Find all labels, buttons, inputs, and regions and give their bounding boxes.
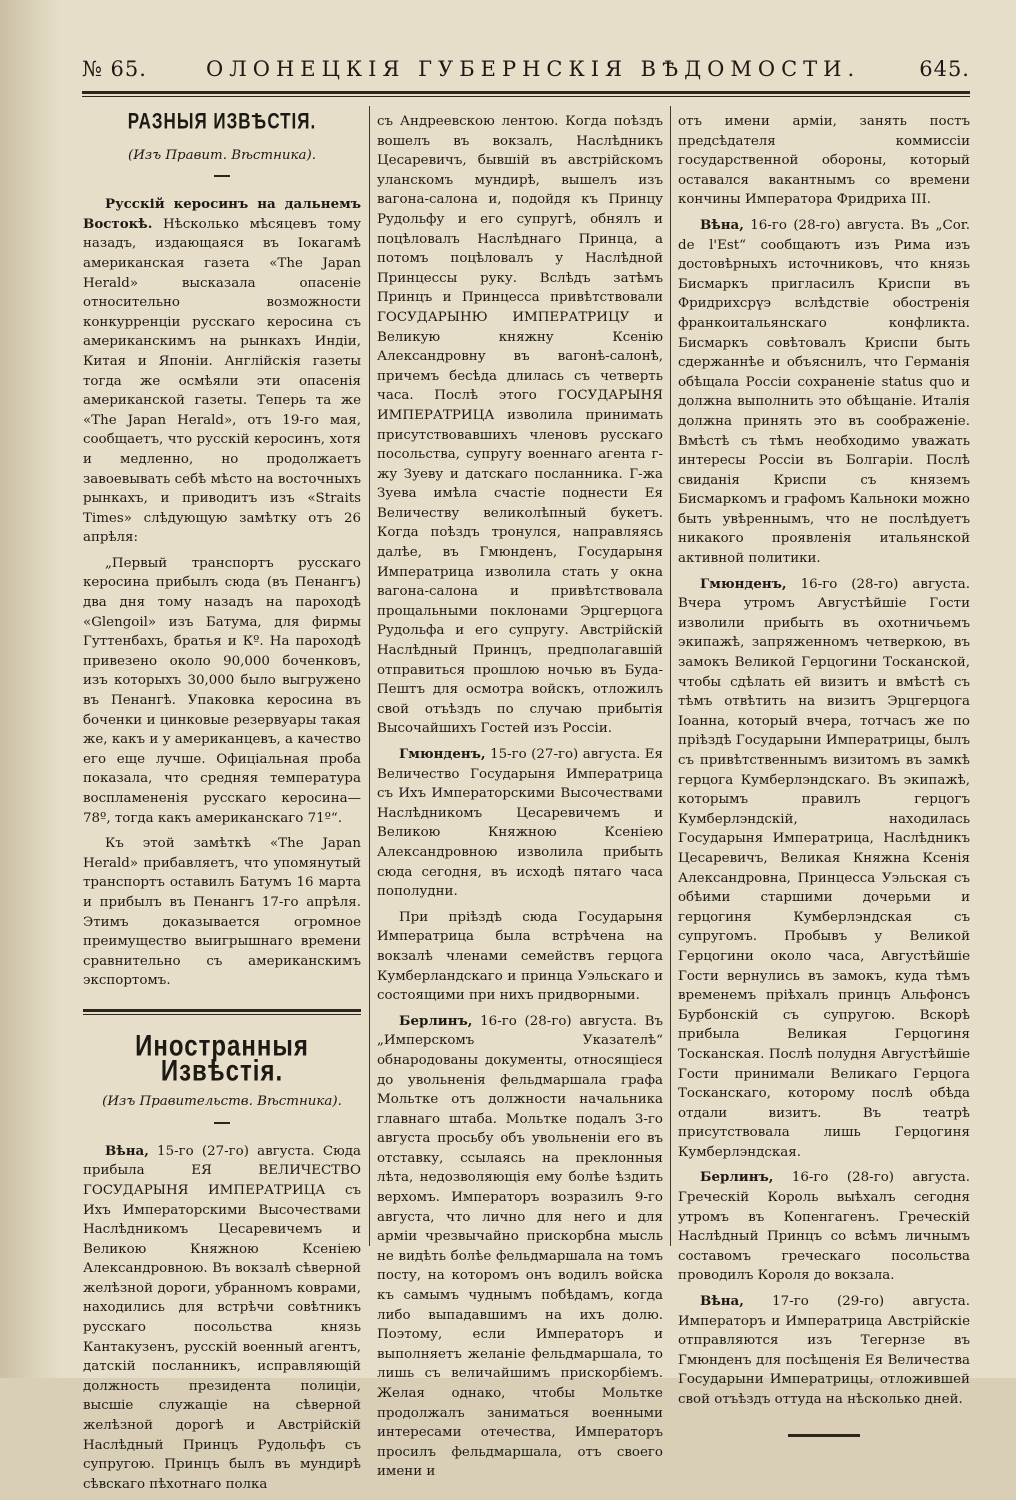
dateline: Вѣна, bbox=[105, 1142, 149, 1159]
article-paragraph: Вѣна, 16-го (28-го) августа. Въ „Cor. de l'Est“ сообщаютъ изъ Рима изъ достовѣрныхъ источниковъ, что князь Бисмаркъ пригласилъ Криспи въ Фридрихсрүэ вслѣдствіе обостренія франкоитальянскаго конфликта. Бисмаркъ совѣтовалъ Криспи быть сдержаннѣе и объяснилъ, что Германія обѣщала Россіи сохраненіе status quo и должна выполнить это обѣщаніе. Италія должна принять это въ соображеніе. Вмѣстѣ съ тѣмъ необходимо уважать интересы Россіи въ Болгаріи. Послѣ свиданія Криспи съ княземъ Бисмаркомъ и графомъ Кальноки можно быть увѣреннымъ, что не послѣдуетъ никакого проявленія итальянской активной политики. bbox=[678, 216, 970, 567]
issue-number: № 65. bbox=[82, 57, 147, 81]
article-paragraph: Берлинъ, 16-го (28-го) августа. Въ „Имперскомъ Указателѣ“ обнародованы документы, относящіеся до увольненія фельдмаршала графа Мольтке отъ должности начальника главнаго штаба. Мольтке подалъ 3-го августа просьбу объ увольненіи его въ отставку, ссылаясь на преклонныя лѣта, недозволяющія ему болѣе ѣздить верхомъ. Императоръ возразилъ 9-го августа, что лично для него и для арміи чрезвычайно прискорбна мысль не видѣть болѣе фельдмаршала на томъ посту, на которомъ онъ водилъ войска къ самымъ чуднымъ побѣдамъ, когда либо выпадавшимъ на ихъ долю. Поэтому, если Императоръ и выполняетъ желаніе фельдмаршала, то лишь съ величайшимъ прискорбіемъ. Желая однако, чтобы Мольтке продолжалъ заниматься военными интересами отечества, Императоръ просилъ фельдмаршала, отъ своего имени и bbox=[377, 1012, 663, 1480]
column-divider-2 bbox=[670, 106, 671, 1246]
article-paragraph: отъ имени арміи, занять постъ предсѣдателя коммиссіи государственной обороны, который оставался вакантнымъ со времени кончины Императора Фридриха III. bbox=[678, 114, 970, 208]
column-1 bbox=[83, 106, 361, 1500]
dateline: Гмюнденъ, bbox=[399, 746, 486, 762]
article-paragraph: При пріѣздѣ сюда Государыня Императрица была встрѣчена на вокзалѣ членами семействъ герцога Кумберландскаго и принца Уэльскаго и состоящими при нихъ придворными. bbox=[377, 909, 663, 1004]
article-quote: „Первый транспортъ русскаго керосина прибылъ сюда (въ Пенангъ) два дня тому назадъ на пароходѣ «Glengoil» изъ Батума, для фирмы Гуттенбахъ, братья и Кº. На пароходѣ привезено около 90,000 боченковъ, изъ которыхъ 30,000 было выгружено въ Пенангѣ. Упаковка керосина въ боченки и цинковые резервуары такая же, какъ и у американцевъ, а качество его еще лучше. Офиціальная проба показала, что средняя температура воспламененія русскаго керосина—78º, тогда какъ американскаго 71º“. bbox=[83, 555, 361, 826]
article-paragraph: Къ этой замѣткѣ «The Japan Herald» прибавляетъ, что упомянутый транспортъ оставилъ Батумъ 16 марта и прибылъ въ Пенангъ 17-го апрѣля. Этимъ доказывается огромное преимущество выигрышнаго времени сравнительно съ американскимъ экспортомъ. bbox=[83, 836, 361, 989]
column-2 bbox=[377, 112, 663, 1488]
article-paragraph: Берлинъ, 16-го (28-го) августа. Греческій Король выѣхалъ сегодня утромъ въ Копенгагенъ. Греческій Наслѣдный Принцъ со всѣмъ личнымъ составомъ греческаго посольства проводилъ Короля до вокзала. bbox=[678, 1169, 970, 1284]
article-paragraph: Русскій керосинъ на дальнемъ Востокѣ. Нѣсколько мѣсяцевъ тому назадъ, издающаяся въ Іокагамѣ американская газета «The Japan Herald» высказала опасеніе относительно возможности конкурренціи русскаго керосина съ американскимъ на рынкахъ Индіи, Китая и Японіи. Англійскія газеты тогда же осмѣяли эти опасенія американской газеты. Теперь та же «The Japan Herald», отъ 19-го мая, сообщаетъ, что русскій керосинъ, хотя и медленно, но продолжаетъ завоевывать себѣ мѣсто на восточныхъ рынкахъ, и приводитъ изъ «Straits Times» слѣдующую замѣтку отъ 26 апрѣля: bbox=[83, 196, 361, 546]
short-dash bbox=[214, 175, 230, 177]
header-rule bbox=[82, 91, 970, 97]
article-title: Русскій керосинъ на дальнемъ Востокѣ. bbox=[83, 196, 361, 232]
section-rule bbox=[83, 1009, 361, 1015]
page-number: 645. bbox=[919, 57, 970, 81]
article-paragraph: Гмюнденъ, 16-го (28-го) августа. Вчера утромъ Августѣйшіе Гости изволили прибыть въ охотничьемъ экипажѣ, запряженномъ четверкою, въ замокъ Великой Герцогини Тосканской, чтобы сдѣлать ей визитъ и вмѣстѣ съ тѣмъ отвѣтить на визитъ Эрцгерцога Іоанна, который вчера, тотчасъ же по пріѣздѣ Государыни Императрицы, былъ съ привѣтственнымъ визитомъ въ замкѣ герцога Кумберлэндскаго. Въ экипажѣ, которымъ правилъ герцогъ Кумберлэндскій, находилась Государыня Императрица, Наслѣдникъ Цесаревичъ, Великая Княжна Ксенія Александровна, Принцесса Уэльская съ обѣими старшими дочерьми и герцогиня Кумберлэндская съ супругомъ. Пробывъ у Великой Герцогини около часа, Августѣйшіе Гости вернулись въ замокъ, куда тѣмъ временемъ пріѣхалъ принцъ Альфонсъ Бурбонскій съ супругою. Вскорѣ прибыла Великая Герцогиня Тосканская. Послѣ полудня Августѣйшіе Гости принимали Великаго Герцога Тосканскаго, которому послѣ обѣда отдали визитъ. Въ театрѣ присутствовала лишь Герцогиня Кумберлэндская. bbox=[678, 575, 970, 1160]
section-heading-misc: РАЗНЫЯ ИЗВѢСТІЯ. bbox=[127, 109, 317, 134]
page-header bbox=[82, 52, 970, 86]
column-divider-1 bbox=[369, 106, 370, 1246]
newspaper-title: ОЛОНЕЦКІЯ ГУБЕРНСКІЯ ВѢДОМОСТИ. bbox=[206, 57, 861, 81]
dateline: Берлинъ, bbox=[399, 1012, 473, 1029]
short-dash bbox=[214, 1122, 230, 1124]
article-paragraph: съ Андреевскою лентою. Когда поѣздъ вошелъ въ вокзалъ, Наслѣдникъ Цесаревичъ, бывшій въ австрійскомъ уланскомъ мундирѣ, вышелъ изъ вагона-салона и, подойдя къ Принцу Рудольфу и его супругѣ, обнялъ и поцѣловалъ Наслѣднаго Принца, а потомъ поцѣловалъ у Наслѣдной Принцессы руку. Вслѣдъ затѣмъ Принцъ и Принцесса привѣтствовали ГОСУДАРЫНЮ ИМПЕРАТРИЦУ и Великую княжну Ксенію Александровну въ вагонѣ-салонѣ, причемъ бесѣда длилась съ четверть часа. Послѣ этого ГОСУДАРЫНЯ ИМПЕРАТРИЦА изволила принимать присутствовавшихъ членовъ русскаго посольства, супругу военнаго агента г-жу Зуеву и датскаго посланника. Г-жа Зуева имѣла счастіе поднести Ея Величеству великолѣпный букетъ. Когда поѣздъ тронулся, направляясь далѣе, въ Гмюнденъ, Государыня Императрица изволила стать у окна вагона-салона и привѣтствовала прощальными поклонами Эрцгерцога Рудольфа и его супругу. Австрійскій Наслѣдный Принцъ, предполагавшій отправиться прошлою ночью въ Буда-Пештъ для осмотра войскъ, отложилъ свой отъѣздъ по случаю прибытія Высочайшихъ Гостей изъ Россіи. bbox=[377, 114, 663, 737]
page-edge-shadow bbox=[0, 0, 60, 1378]
dateline: Гмюнденъ, bbox=[700, 575, 787, 592]
column-3 bbox=[678, 112, 970, 1437]
section-source: (Изъ Правительств. Вѣстника). bbox=[102, 1094, 342, 1110]
dateline: Вѣна, bbox=[700, 216, 744, 233]
article-paragraph: Вѣна, 17-го (29-го) августа. Императоръ и Императрица Австрійскіе отправляются изъ Тегернзе въ Гмюнденъ для посѣщенія Ея Величества Государыни Императрицы, отложившей свой отъѣздъ оттуда на нѣсколько дней. bbox=[678, 1293, 970, 1407]
section-source: (Изъ Правит. Вѣстника). bbox=[127, 147, 316, 163]
dateline: Берлинъ, bbox=[700, 1169, 774, 1186]
end-rule bbox=[788, 1434, 860, 1437]
section-heading-foreign: Иностранныя Извѣстія. bbox=[135, 1029, 309, 1088]
article-paragraph: Гмюнденъ, 15-го (27-го) августа. Ея Величество Государыня Императрица съ Ихъ Императорскими Высочествами Наслѣдникомъ Цесаревичемъ и Великою Княжною Ксеніею Александровною изволила прибыть сюда сегодня, въ исходѣ пятаго часа пополудни. bbox=[377, 746, 663, 900]
article-paragraph: Вѣна, 15-го (27-го) августа. Сюда прибыла ЕЯ ВЕЛИЧЕСТВО ГОСУДАРЫНЯ ИМПЕРАТРИЦА съ Ихъ Императорскими Высочествами Наслѣдникомъ Цесаревичемъ и Великою Княжною Ксеніею Александровною. Въ вокзалѣ сѣверной желѣзной дороги, убранномъ коврами, находились для встрѣчи совѣтникъ русскаго посольства князь Кантакузенъ, русскій военный агентъ, датскій посланникъ, исправляющій должность президента полиціи, высшіе служащіе на сѣверной желѣзной дорогѣ и Австрійскій Наслѣдный Принцъ Рудольфъ съ супругою. Принцъ былъ въ мундирѣ сѣвскаго пѣхотнаго полка bbox=[83, 1142, 361, 1492]
dateline: Вѣна, bbox=[700, 1293, 744, 1310]
